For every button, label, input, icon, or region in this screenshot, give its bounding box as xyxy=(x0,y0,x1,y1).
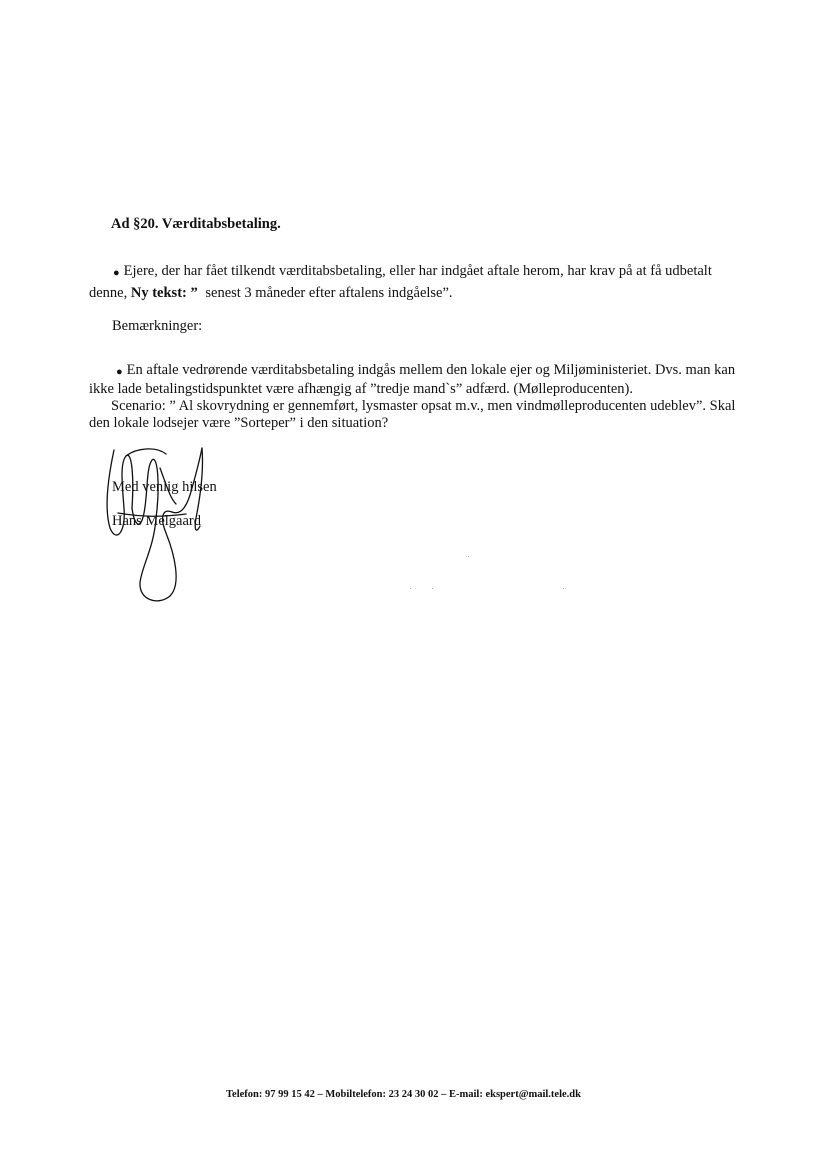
paragraph-2-line-4: den lokale lodsejer være ”Sorteper” i den situation? xyxy=(89,415,389,431)
remarks-label: Bemærkninger: xyxy=(112,318,203,334)
new-text-label: Ny tekst: ” xyxy=(130,285,198,301)
bullet-icon: ● xyxy=(116,366,123,378)
bullet-icon: ● xyxy=(113,267,120,279)
signature-icon xyxy=(96,438,226,608)
paragraph-1-line-2: denne, Ny tekst: ” senest 3 måneder efter aftalens indgåelse”. xyxy=(89,285,453,301)
paragraph-1-line-1: ● Ejere, der har fået tilkendt værditabsbetaling, eller har indgået aftale herom, har krav på at få udbetalt xyxy=(113,263,712,279)
paragraph-2-line-2: ikke lade betalingstidspunktet være afhængig af ”tredje mand`s” adfærd. (Mølleproducenten). xyxy=(89,381,633,397)
paragraph-2-line-3: Scenario: ” Al skovrydning er gennemført, lysmaster opsat m.v., men vindmølleproducenten udeblev”. Skal xyxy=(111,398,736,414)
paragraph-2-line-1: ● En aftale vedrørende værditabsbetaling indgås mellem den lokale ejer og Miljøministeriet. Dvs. man kan xyxy=(116,362,736,378)
signer-name: Hans Melgaard xyxy=(112,513,201,529)
scan-speck xyxy=(432,588,433,589)
scan-speck xyxy=(563,588,564,589)
section-heading: Ad §20. Værditabsbetaling. xyxy=(111,216,281,232)
closing-greeting: Med venlig hilsen xyxy=(112,479,217,495)
scan-speck xyxy=(468,556,469,557)
scan-speck xyxy=(410,588,411,589)
contact-footer: Telefon: 97 99 15 42 – Mobiltelefon: 23 24 30 02 – E-mail: ekspert@mail.tele.dk xyxy=(226,1089,581,1100)
